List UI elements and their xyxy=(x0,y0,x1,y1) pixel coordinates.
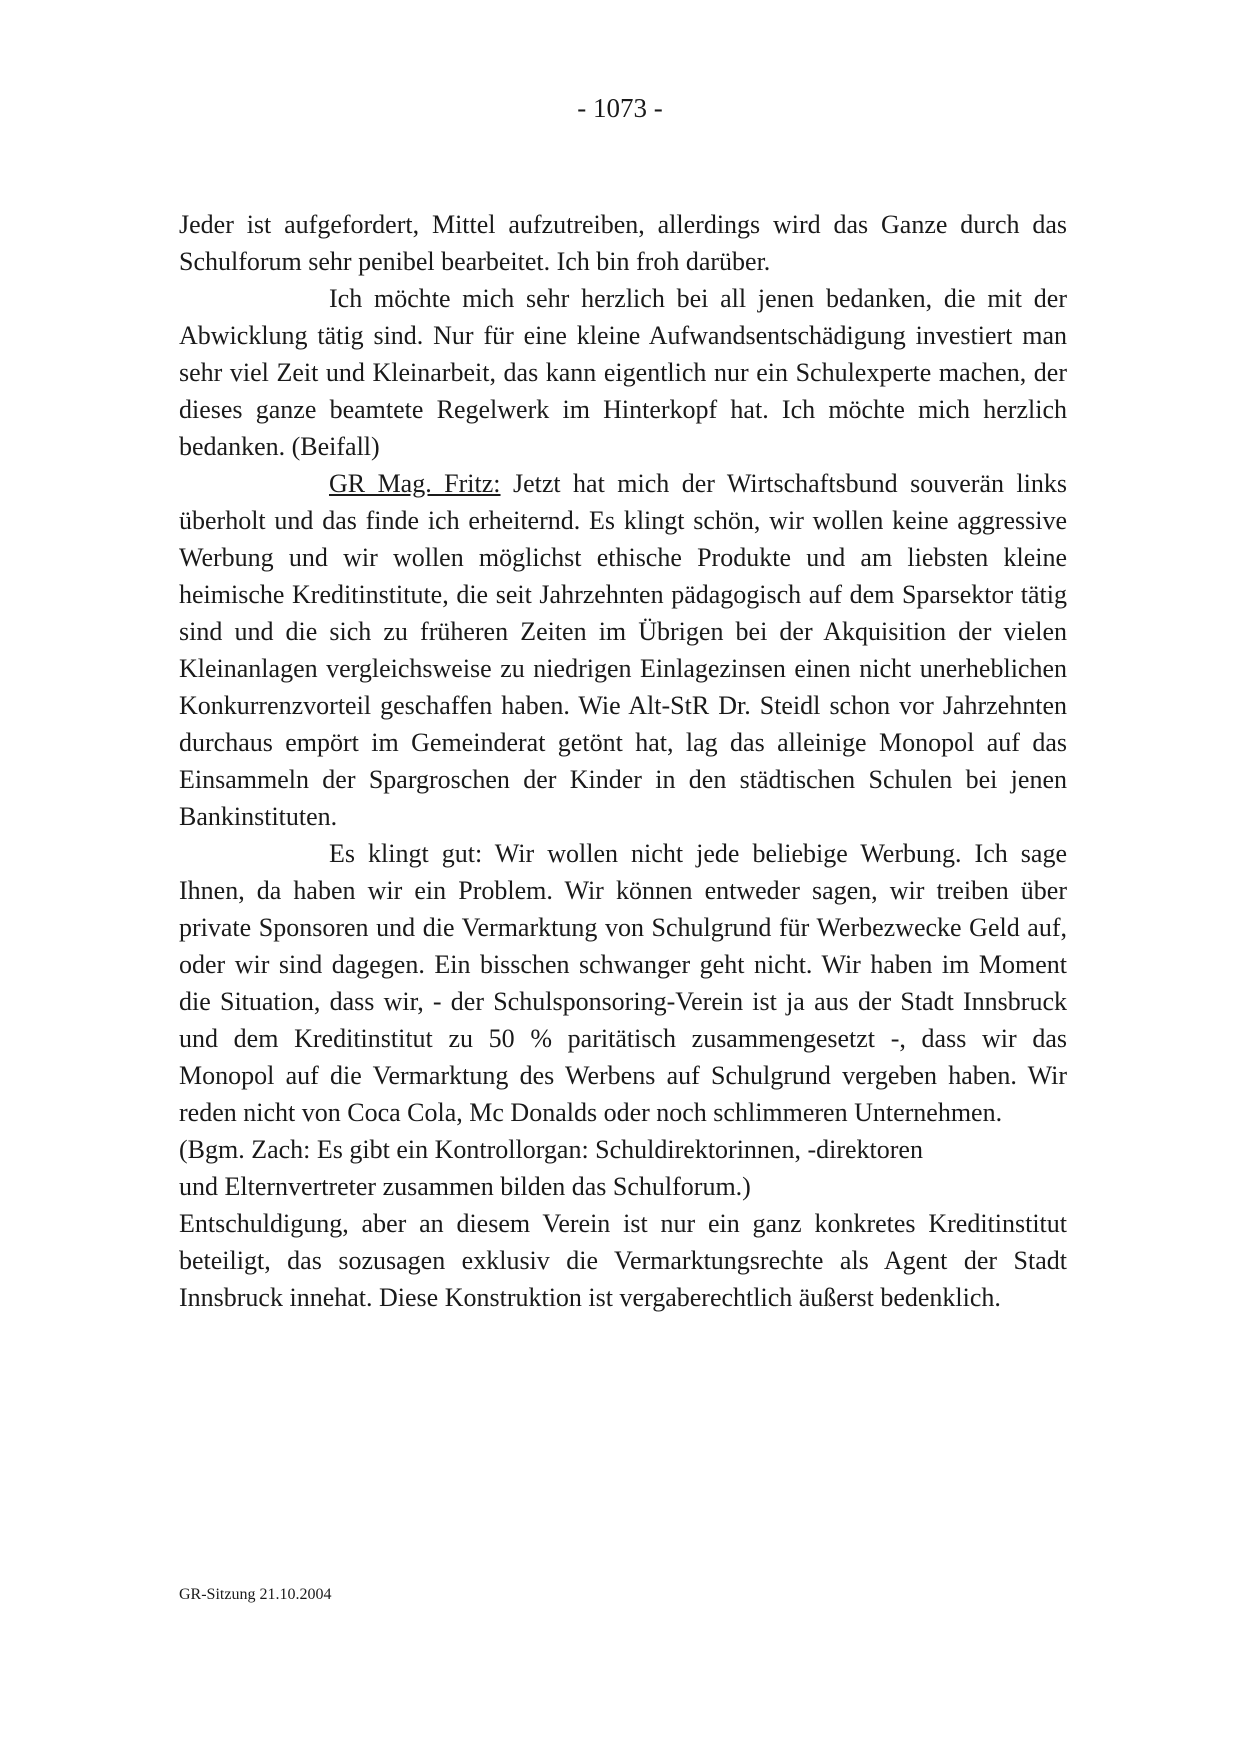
paragraph-3 xyxy=(179,465,1067,835)
paragraph-4: Es klingt gut: Wir wollen nicht jede beliebige Werbung. Ich sage Ihnen, da haben wir ein Problem. Wir können entweder sagen, wir treiben über private Sponsoren und die Vermarktung von Schulgrund für Werbezwecke Geld auf, oder wir sind dagegen. Ein bisschen schwanger geht nicht. Wir haben im Moment die Situation, dass wir, - der Schulsponsoring-Verein ist ja aus der Stadt Innsbruck und dem Kreditinstitut zu 50 % paritätisch zusammengesetzt -, dass wir das Monopol auf die Vermarktung des Werbens auf Schulgrund vergeben haben. Wir reden nicht von Coca Cola, Mc Donalds oder noch schlimmeren Unternehmen. xyxy=(179,839,1067,1127)
interjection-line-1: (Bgm. Zach: Es gibt ein Kontrollorgan: Schuldirektorinnen, -direktoren xyxy=(179,1135,923,1164)
paragraph-1: Jeder ist aufgefordert, Mittel aufzutreiben, allerdings wird das Ganze durch das Schulforum sehr penibel bearbeitet. Ich bin froh darüber. xyxy=(179,210,1067,276)
paragraph-2: Ich möchte mich sehr herzlich bei all jenen bedanken, die mit der Abwicklung tätig sind. Nur für eine kleine Aufwandsentschädigung investiert man sehr viel Zeit und Kleinarbeit, das kann eigentlich nur ein Schulexperte machen, der dieses ganze beamtete Regelwerk im Hinterkopf hat. Ich möchte mich herzlich bedanken. (Beifall) xyxy=(179,284,1067,461)
footer-session-date: GR-Sitzung 21.10.2004 xyxy=(179,1586,332,1603)
paragraph-6: Entschuldigung, aber an diesem Verein ist nur ein ganz konkretes Kreditinstitut beteiligt, das sozusagen exklusiv die Vermarktungsrechte als Agent der Stadt Innsbruck innehat. Diese Konstruktion ist vergaberechtlich äußerst bedenklich. xyxy=(179,1209,1067,1312)
interjection-line-2: und Elternvertreter zusammen bilden das Schulforum.) xyxy=(179,1172,751,1201)
speaker-name: GR Mag. Fritz: xyxy=(329,469,501,498)
speaker-text: Jetzt hat mich der Wirtschaftsbund souverän links überholt und das finde ich erheiternd. Es klingt schön, wir wollen keine aggressive Werbung und wir wollen möglichst ethische Produkte und am liebsten kleine heimische Kreditinstitute, die seit Jahrzehnten pädagogisch auf dem Sparsektor tätig sind und die sich zu früheren Zeiten im Übrigen bei der Akquisition der vielen Kleinanlagen vergleichsweise zu niedrigen Einlagezinsen einen nicht unerheblichen Konkurrenzvorteil geschaffen haben. Wie Alt-StR Dr. Steidl schon vor Jahrzehnten durchaus empört im Gemeinderat getönt hat, lag das alleinige Monopol auf das Einsammeln der Spargroschen der Kinder in den städtischen Schulen bei jenen Bankinstituten. xyxy=(179,469,1068,831)
page-number: - 1073 - xyxy=(577,93,663,123)
document-body xyxy=(179,206,1067,1316)
